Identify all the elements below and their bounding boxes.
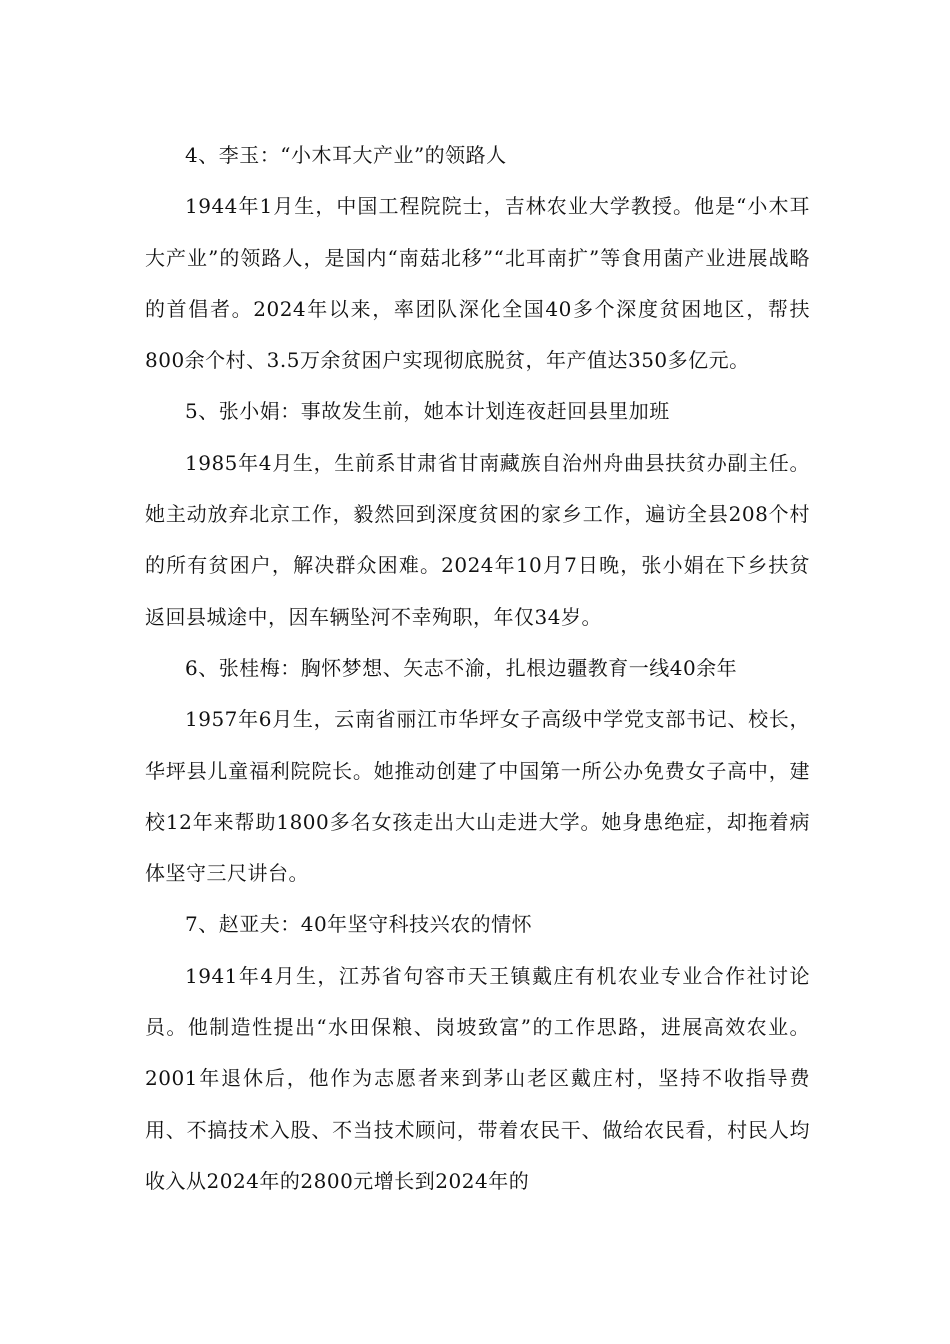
section-heading-6: 6、张桂梅：胸怀梦想、矢志不渝，扎根边疆教育一线40余年 xyxy=(185,655,738,680)
section-heading-7: 7、赵亚夫：40年坚守科技兴农的情怀 xyxy=(185,912,533,937)
section-body-5: 1985年4月生，生前系甘肃省甘南藏族自治州舟曲县扶贫办副主任。她主动放弃北京工作，毅然回到深度贫困的家乡工作，遍访全县208个村的所有贫困户，解决群众困难。2024年10月7日晚，张小娟在下乡扶贫返回县城途中，因车辆坠河不幸殉职，年仅34岁。 xyxy=(145,450,810,629)
section-heading-5: 5、张小娟：事故发生前，她本计划连夜赶回县里加班 xyxy=(185,399,670,424)
section-heading-4: 4、李玉：“小木耳大产业”的领路人 xyxy=(185,143,507,167)
section-body-7: 1941年4月生，江苏省句容市天王镇戴庄有机农业专业合作社讨论员。他制造性提出“水田保粮、岗坡致富”的工作思路，进展高效农业。2001年退休后，他作为志愿者来到茅山老区戴庄村，坚持不收指导费用、不搞技术入股、不当技术顾问，带着农民干、做给农民看，村民人均收入从2024年的2800元增长到2024年的 xyxy=(145,963,810,1193)
document-body xyxy=(145,130,810,1207)
section-body-4: 1944年1月生，中国工程院院士，吉林农业大学教授。他是“小木耳大产业”的领路人，是国内“南菇北移”“北耳南扩”等食用菌产业进展战略的首倡者。2024年以来，率团队深化全国40多个深度贫困地区，帮扶800余个村、3.5万余贫困户实现彻底脱贫，年产值达350多亿元。 xyxy=(145,194,810,373)
section-body-6: 1957年6月生，云南省丽江市华坪女子高级中学党支部书记、校长，华坪县儿童福利院院长。她推动创建了中国第一所公办免费女子高中，建校12年来帮助1800多名女孩走出大山走进大学。她身患绝症，却拖着病体坚守三尺讲台。 xyxy=(145,707,810,886)
